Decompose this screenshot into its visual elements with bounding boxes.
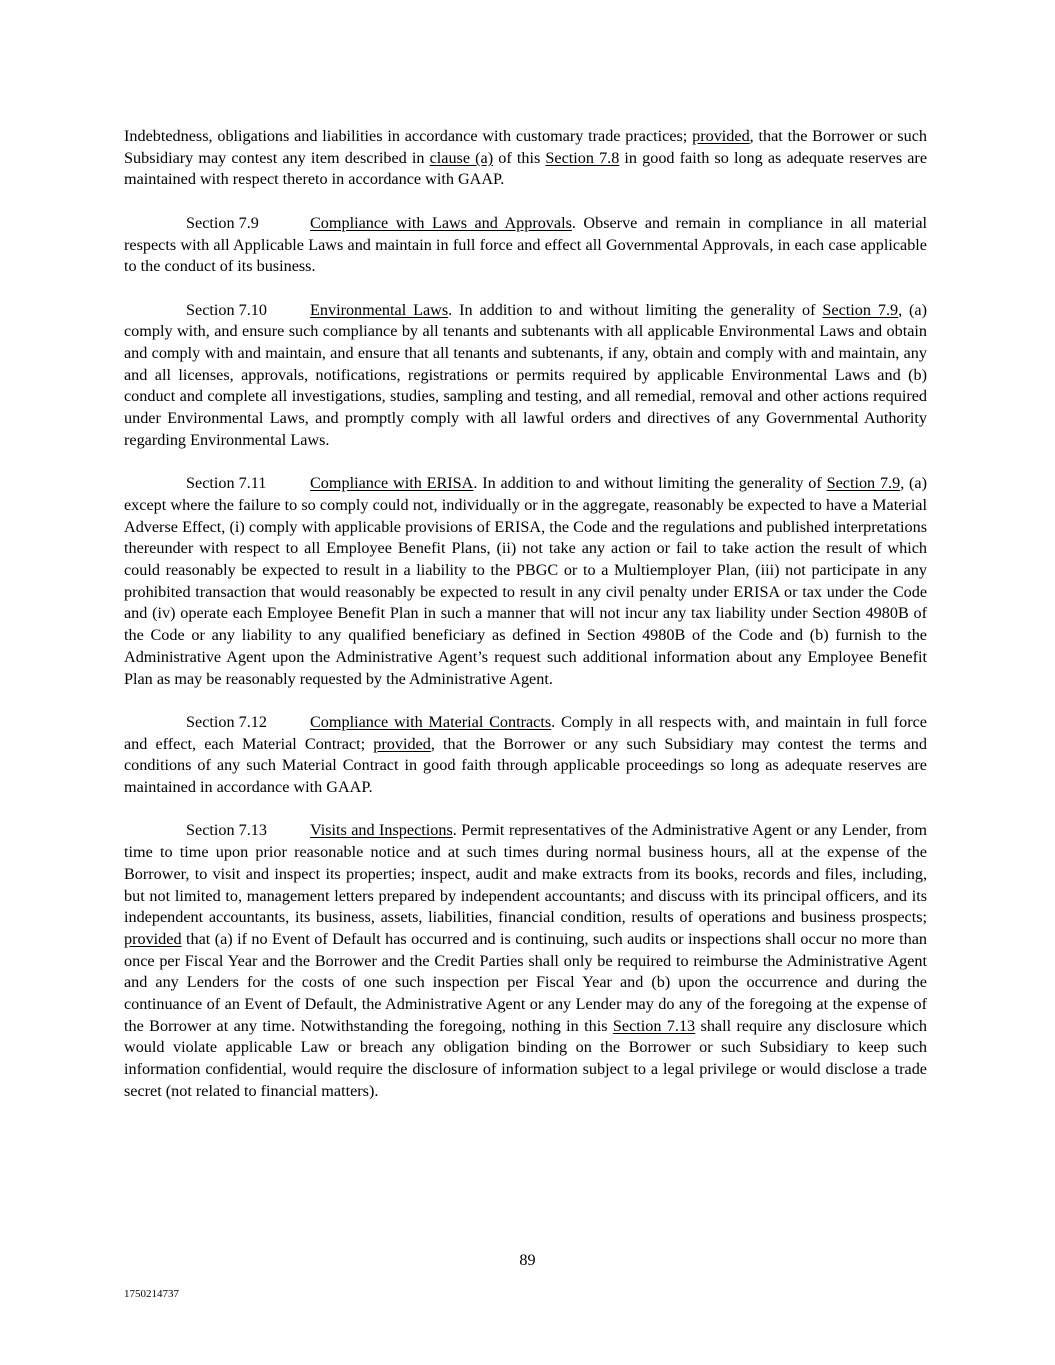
reference-section-7-9: Section 7.9 [822,300,899,319]
document-body [124,126,927,1124]
section-7-10: Section 7.10 Environmental Laws. In addition to and without limiting the generality of Section 7.9, (a) comply with, and ensure such compliance by all tenants and subtenants with all applicable Environmental Laws and obtain and comply with and maintain, and ensure that all tenants and subtenants, if any, obtain and comply with and maintain, any and all licenses, approvals, notifications, registrations or permits required by applicable Environmental Laws and (b) conduct and complete all investigations, studies, sampling and testing, and all remedial, removal and other actions required under Environmental Laws, and promptly comply with all lawful orders and directives of any Governmental Authority regarding Environmental Laws. [124,300,928,449]
section-7-12: Section 7.12 Compliance with Material Contracts. Comply in all respects with, and maintain in full force and effect, each Material Contract; provided, that the Borrower or any such Subsidiary may contest the terms and conditions of any such Material Contract in good faith through applicable proceedings so long as adequate reserves are maintained in accordance with GAAP. [124,712,927,797]
reference-section-7-9: Section 7.9 [826,474,901,493]
section-number: Section 7.9 [186,213,259,232]
section-title: Environmental Laws [310,300,449,319]
section-number: Section 7.11 [186,474,267,493]
term-provided: provided [124,929,182,948]
document-id: 1750214737 [124,1288,179,1300]
section-title: Compliance with ERISA [310,474,474,493]
reference-section-7-8: Section 7.8 [545,148,620,167]
section-7-9: Section 7.9 Compliance with Laws and Approvals. Observe and remain in compliance in all material respects with all Applicable Laws and maintain in full force and effect all Governmental Approvals, in each case applicable to the conduct of its business. [124,213,927,276]
paragraph-continuation: Indebtedness, obligations and liabilities in accordance with customary trade practices; provided, that the Borrower or such Subsidiary may contest any item described in clause (a) of this Section 7.8 in good faith so long as adequate reserves are maintained with respect thereto in accordance with GAAP. [124,127,928,189]
section-number: Section 7.10 [186,300,267,319]
section-number: Section 7.13 [186,821,267,840]
reference-clause-a: clause (a) [429,148,494,167]
section-7-13: Section 7.13 Visits and Inspections. Permit representatives of the Administrative Agent or any Lender, from time to time upon prior reasonable notice and at such times during normal business hours, all at the expense of the Borrower, to visit and inspect its properties; inspect, audit and make extracts from its books, records and files, including, but not limited to, management letters prepared by independent accountants; and discuss with its principal officers, and its independent accountants, its business, assets, liabilities, financial condition, results of operations and business prospects; provided that (a) if no Event of Default has occurred and is continuing, such audits or inspections shall occur no more than once per Fiscal Year and the Borrower and the Credit Parties shall only be required to reimburse the Administrative Agent and any Lenders for the costs of one such inspection per Fiscal Year and (b) upon the occurrence and during the continuance of an Event of Default, the Administrative Agent or any Lender may do any of the foregoing at the expense of the Borrower at any time. Notwithstanding the foregoing, nothing in this Section 7.13 shall require any disclosure which would violate applicable Law or breach any obligation binding on the Borrower or such Subsidiary to keep such information confidential, would require the disclosure of information subject to a legal privilege or would disclose a trade secret (not related to financial matters). [124,821,927,1100]
term-provided: provided [692,127,750,145]
term-provided: provided [373,734,431,753]
section-7-11: Section 7.11 Compliance with ERISA. In addition to and without limiting the generality of Section 7.9, (a) except where the failure to so comply could not, individually or in the aggregate, reasonably be expected to have a Material Adverse Effect, (i) comply with applicable provisions of ERISA, the Code and the regulations and published interpretations thereunder with respect to all Employee Benefit Plans, (ii) not take any action or fail to take action the result of which could reasonably be expected to result in a liability to the PBGC or to a Multiemployer Plan, (iii) not participate in any prohibited transaction that would reasonably be expected to result in any civil penalty under ERISA or tax under the Code and (iv) operate each Employee Benefit Plan in such a manner that will not incur any tax liability under Section 4980B of the Code or any liability to any qualified beneficiary as defined in Section 4980B of the Code and (b) furnish to the Administrative Agent upon the Administrative Agent’s request such additional information about any Employee Benefit Plan as may be reasonably requested by the Administrative Agent. [124,474,927,688]
section-title: Visits and Inspections [310,821,453,840]
section-title: Compliance with Laws and Approvals [310,213,572,232]
section-title: Compliance with Material Contracts [310,712,552,731]
reference-section-7-13: Section 7.13 [612,1016,696,1035]
section-number: Section 7.12 [186,712,267,731]
page-number: 89 [519,1251,536,1269]
